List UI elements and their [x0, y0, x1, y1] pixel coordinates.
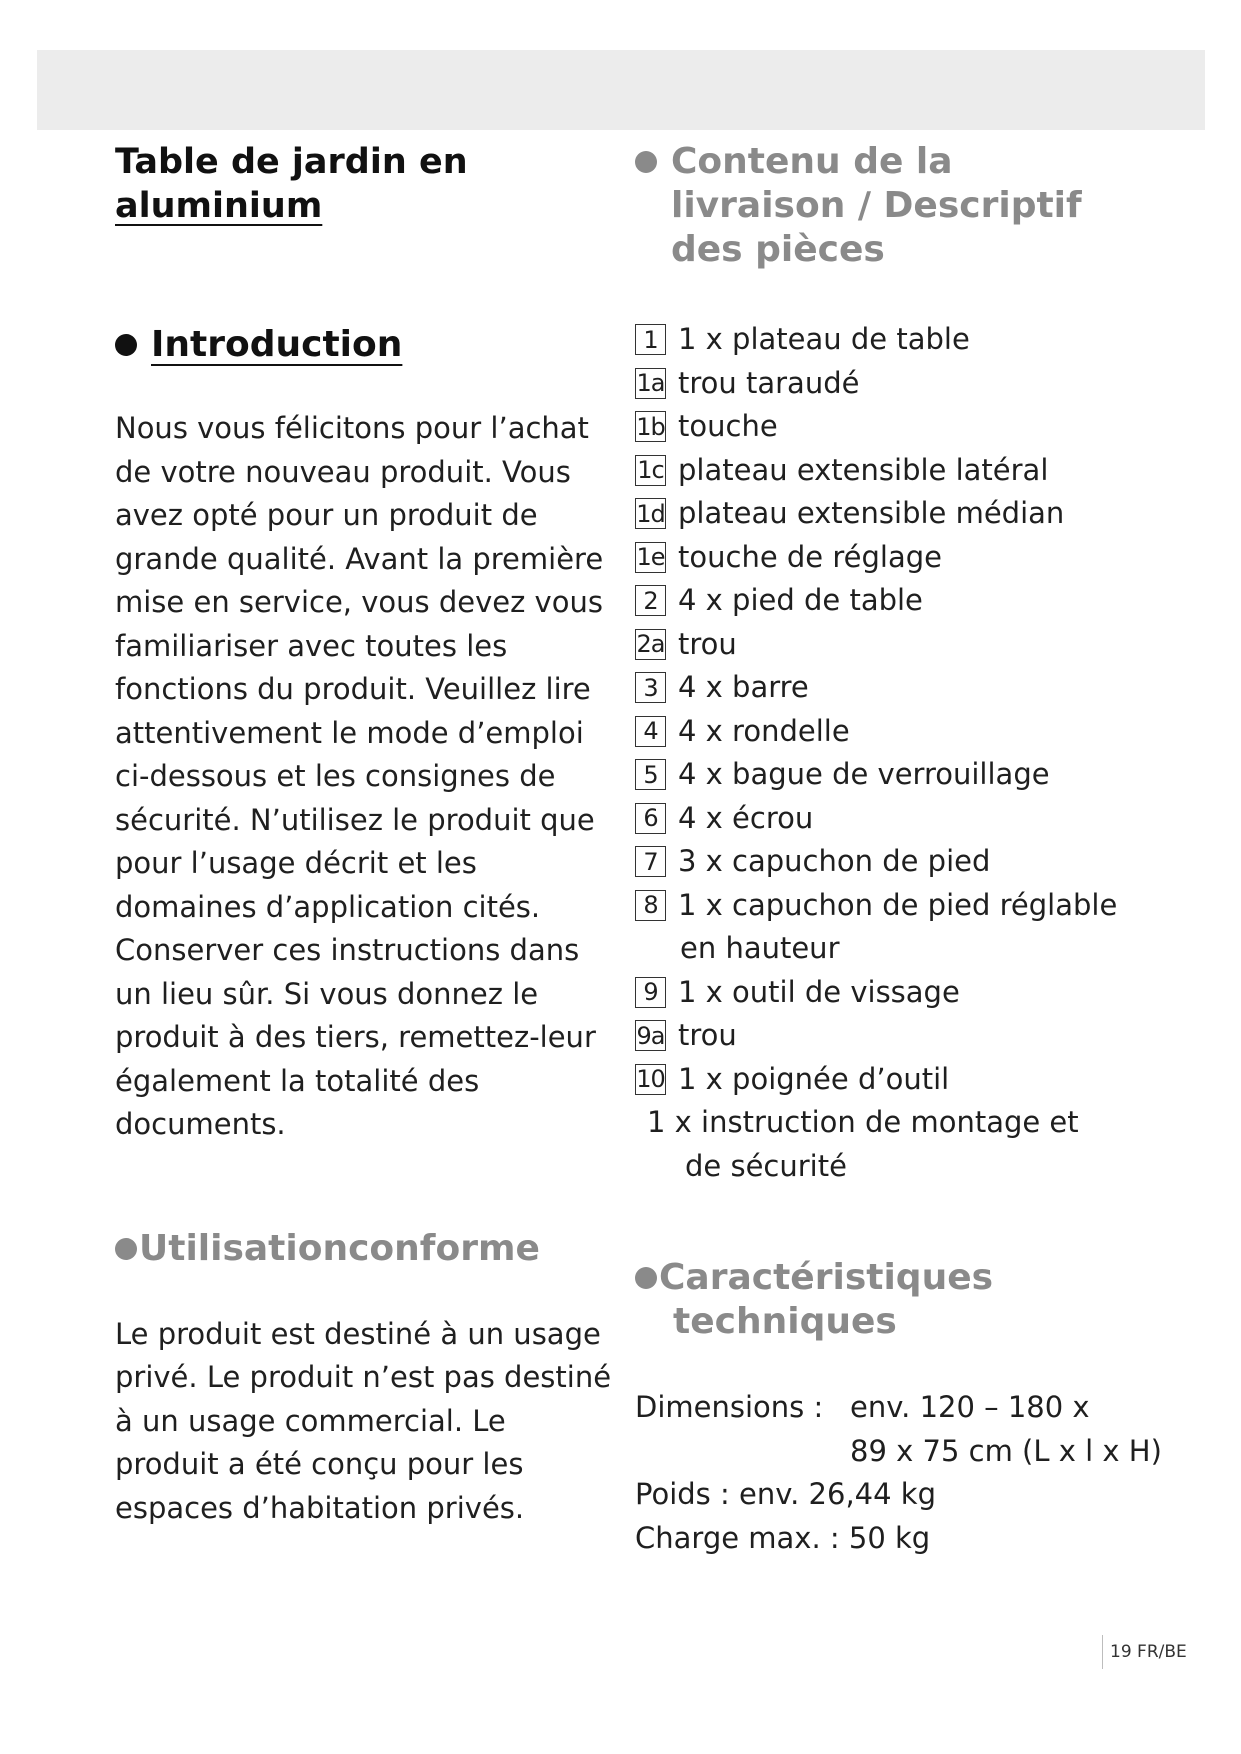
- parts-list: [635, 318, 1195, 1188]
- part-number: 4: [635, 716, 666, 747]
- part-number: 2a: [636, 630, 665, 659]
- part-number: 10: [636, 1065, 665, 1094]
- part-description: trou: [678, 1018, 737, 1052]
- introduction-heading: Introduction: [115, 323, 615, 367]
- list-item: [635, 362, 1195, 406]
- list-item: [635, 318, 1195, 362]
- title-line-1: Table de jardin en: [115, 142, 468, 182]
- list-item-continuation: [635, 927, 1195, 971]
- part-description: plateau extensible médian: [678, 496, 1065, 530]
- list-item: [635, 753, 1195, 797]
- list-item: [635, 449, 1195, 493]
- specs-heading: Caractéristiques techniques: [635, 1256, 1195, 1344]
- part-description: 1 x plateau de table: [678, 322, 970, 356]
- list-item: [635, 405, 1195, 449]
- part-number: 3: [635, 672, 666, 703]
- part-number: 1: [635, 324, 666, 355]
- spec-label: Dimensions :: [635, 1390, 824, 1424]
- list-item: [635, 797, 1195, 841]
- usage-paragraph: Le produit est destiné à un usage privé. Le produit n’est pas destiné à un usage commercial. Le produit a été conçu pour les espaces d’habitation privés.: [115, 1316, 612, 1525]
- part-description: touche: [678, 409, 778, 443]
- part-number: 1d: [636, 499, 665, 528]
- bullet-icon: [115, 334, 137, 356]
- list-item-extra-continuation: [635, 1145, 1195, 1189]
- list-item: [635, 623, 1195, 667]
- part-number: 6: [635, 803, 666, 834]
- contents-heading: Contenu de la livraison / Descriptif des pièces: [635, 140, 1195, 272]
- bullet-icon: [115, 1238, 137, 1260]
- specs-block: [635, 1386, 1195, 1560]
- part-description: 1 x outil de vissage: [678, 974, 960, 1009]
- document-title: [115, 140, 615, 228]
- part-description: touche de réglage: [678, 539, 942, 574]
- spec-value: 89 x 75 cm (L x l x H): [850, 1433, 1162, 1468]
- bullet-icon: [635, 1267, 657, 1289]
- part-description: 4 x barre: [678, 670, 809, 704]
- spec-value: env. 120 – 180 x: [850, 1390, 1090, 1424]
- list-item: [635, 492, 1195, 536]
- part-number: 1e: [636, 543, 665, 572]
- extra-description: de sécurité: [685, 1148, 847, 1183]
- part-description: 1 x poignée d’outil: [678, 1061, 950, 1096]
- list-item: [635, 710, 1195, 754]
- list-item: [635, 884, 1195, 928]
- list-item: [635, 840, 1195, 884]
- part-description: plateau extensible latéral: [678, 452, 1049, 487]
- part-description: en hauteur: [680, 931, 840, 965]
- list-item: [635, 666, 1195, 710]
- part-number: 8: [635, 890, 666, 921]
- usage-heading: Utilisationconforme: [115, 1227, 615, 1271]
- page-number: 19 FR/BE: [1102, 1635, 1187, 1669]
- title-line-2: aluminium: [115, 186, 323, 226]
- part-number: 2: [635, 585, 666, 616]
- left-column: [115, 140, 615, 1530]
- part-description: 4 x écrou: [678, 800, 814, 835]
- part-number: 9: [635, 977, 666, 1008]
- part-number: 1a: [636, 369, 665, 398]
- right-column: [635, 140, 1195, 1560]
- part-description: trou taraudé: [678, 365, 860, 400]
- spec-max-load: Charge max. : 50 kg: [635, 1520, 931, 1555]
- list-item-extra: [635, 1101, 1195, 1145]
- part-description: 4 x pied de table: [678, 583, 923, 617]
- part-number: 1c: [635, 455, 666, 486]
- part-number: 9a: [636, 1021, 665, 1050]
- list-item: [635, 971, 1195, 1015]
- part-description: trou: [678, 626, 737, 661]
- part-description: 4 x rondelle: [678, 713, 850, 748]
- list-item: [635, 579, 1195, 623]
- part-description: 4 x bague de verrouillage: [678, 757, 1050, 791]
- spec-dimensions-cont: [635, 1430, 1195, 1474]
- part-description: 1 x capuchon de pied réglable: [678, 887, 1118, 922]
- list-item: [635, 536, 1195, 580]
- introduction-paragraph: Nous vous félicitons pour l’achat de votre nouveau produit. Vous avez opté pour un produit de grande qualité. Avant la première mise en service, vous devez vous familiariser avec toutes les fonctions du produit. Veuillez lire attentivement le mode d’emploi ci-dessous et les consignes de sécurité. N’utilisez le produit que pour l’usage décrit et les domaines d’application cités. Conserver ces instructions dans un lieu sûr. Si vous donnez le produit à des tiers, remettez-leur également la totalité des documents.: [115, 411, 604, 1141]
- part-number: 1b: [636, 412, 665, 441]
- part-number: 7: [635, 846, 666, 877]
- list-item: [635, 1014, 1195, 1058]
- part-description: 3 x capuchon de pied: [678, 844, 991, 878]
- part-number: 5: [635, 759, 666, 790]
- header-bar: [37, 50, 1205, 130]
- extra-description: 1 x instruction de montage et: [647, 1105, 1079, 1139]
- list-item: [635, 1058, 1195, 1102]
- bullet-icon: [635, 151, 657, 173]
- spec-dimensions: [635, 1386, 1195, 1430]
- spec-weight: Poids : env. 26,44 kg: [635, 1477, 936, 1511]
